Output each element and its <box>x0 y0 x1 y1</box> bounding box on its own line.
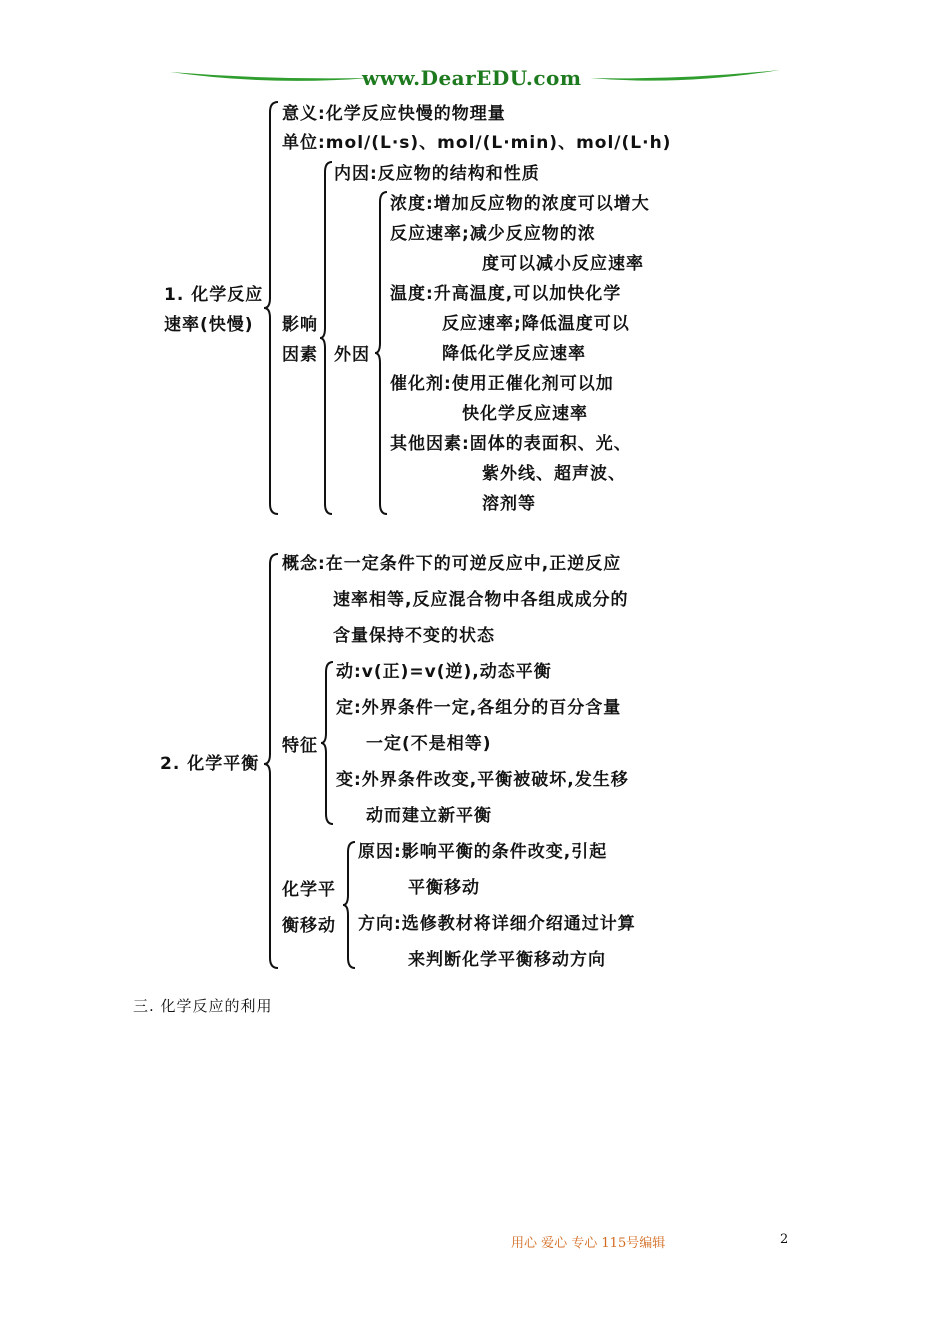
others-line3: 溶剂等 <box>482 494 536 514</box>
shift-label-line1: 化学平 <box>282 880 336 900</box>
others-line2: 紫外线、超声波、 <box>482 464 626 484</box>
section2-brace <box>262 552 282 970</box>
feature-ding-line1: 定:外界条件一定,各组分的百分含量 <box>336 698 622 718</box>
features-brace <box>319 660 337 826</box>
external-brace <box>373 190 391 516</box>
footer-text: 用心 爱心 专心 115号编辑 <box>511 1236 666 1251</box>
shift-cause-line2: 平衡移动 <box>408 878 480 898</box>
feature-dong: 动:v(正)=v(逆),动态平衡 <box>336 662 552 682</box>
shift-direction-line1: 方向:选修教材将详细介绍通过计算 <box>358 914 636 934</box>
page-number: 2 <box>780 1232 789 1247</box>
concept-line3: 含量保持不变的状态 <box>333 626 495 646</box>
concentration-line2: 反应速率;减少反应物的浓 <box>390 224 596 244</box>
concept-line1: 概念:在一定条件下的可逆反应中,正逆反应 <box>282 554 622 574</box>
factors-brace <box>318 160 336 516</box>
section2-label: 2. 化学平衡 <box>160 754 260 774</box>
section1-brace <box>262 100 282 516</box>
features-label: 特征 <box>282 736 318 756</box>
temperature-line3: 降低化学反应速率 <box>442 344 586 364</box>
internal-factor: 内因:反应物的结构和性质 <box>334 164 540 184</box>
feature-bian-line1: 变:外界条件改变,平衡被破坏,发生移 <box>336 770 629 790</box>
temperature-line1: 温度:升高温度,可以加快化学 <box>390 284 622 304</box>
section1-meaning: 意义:化学反应快慢的物理量 <box>282 104 506 124</box>
factors-label-line1: 影响 <box>282 315 318 335</box>
section1-label-line2: 速率(快慢) <box>164 315 254 335</box>
header-swoosh-left <box>170 64 370 88</box>
shift-label-line2: 衡移动 <box>282 916 336 936</box>
header-swoosh-right <box>590 64 780 88</box>
header-logo: www.DearEDU.com <box>362 66 582 90</box>
section1-label-line1: 1. 化学反应 <box>164 285 264 305</box>
shift-brace <box>341 840 359 970</box>
others-line1: 其他因素:固体的表面积、光、 <box>390 434 632 454</box>
external-factor-label: 外因 <box>334 345 370 365</box>
factors-label-line2: 因素 <box>282 345 318 365</box>
catalyst-line1: 催化剂:使用正催化剂可以加 <box>390 374 614 394</box>
temperature-line2: 反应速率;降低温度可以 <box>442 314 630 334</box>
section-3-heading: 三. 化学反应的利用 <box>133 997 273 1015</box>
shift-direction-line2: 来判断化学平衡移动方向 <box>408 950 606 970</box>
catalyst-line2: 快化学反应速率 <box>462 404 588 424</box>
feature-ding-line2: 一定(不是相等) <box>366 734 492 754</box>
section1-unit: 单位:mol/(L·s)、mol/(L·min)、mol/(L·h) <box>282 133 672 153</box>
concept-line2: 速率相等,反应混合物中各组成成分的 <box>333 590 629 610</box>
shift-cause-line1: 原因:影响平衡的条件改变,引起 <box>358 842 608 862</box>
feature-bian-line2: 动而建立新平衡 <box>366 806 492 826</box>
concentration-line1: 浓度:增加反应物的浓度可以增大 <box>390 194 650 214</box>
concentration-line3: 度可以减小反应速率 <box>482 254 644 274</box>
